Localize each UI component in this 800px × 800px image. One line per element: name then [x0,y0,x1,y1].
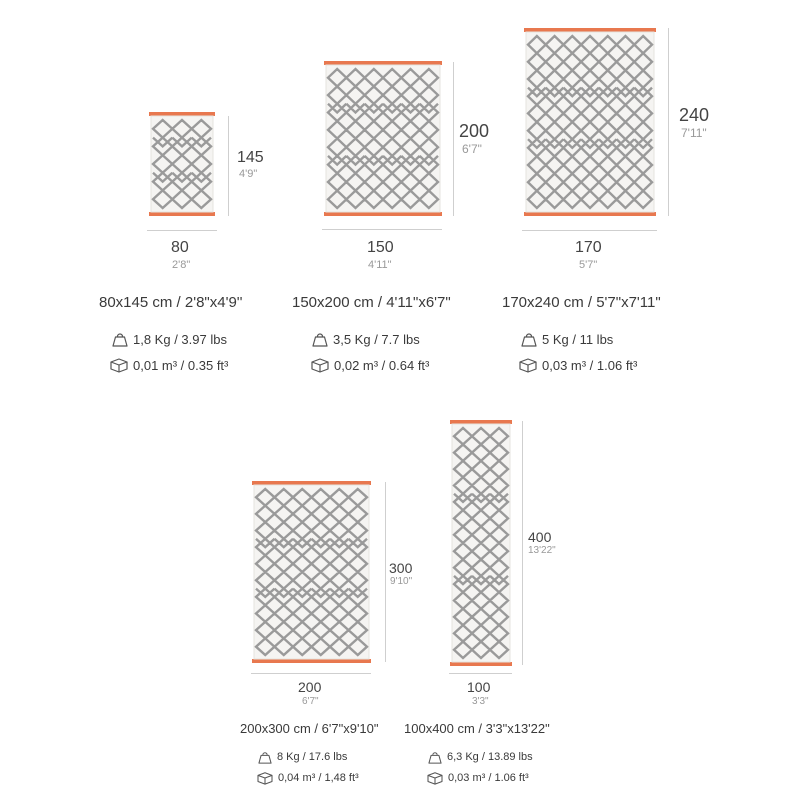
width-line [322,229,442,230]
weight-icon [312,332,328,347]
weight-value: 5 Kg / 11 lbs [542,332,614,347]
weight-row [258,751,347,764]
width-cm: 100 [467,679,491,695]
volume-box-icon [519,357,537,373]
volume-box-icon [427,771,443,785]
width-line [251,673,371,674]
height-in: 4'9" [239,168,258,180]
weight-icon [428,751,442,764]
height-in: 13'22" [528,545,556,556]
volume-value: 0,02 m³ / 0.64 ft³ [334,357,430,373]
weight-row [112,332,227,347]
weight-value: 3,5 Kg / 7.7 lbs [333,332,420,347]
width-cm: 170 [575,239,602,256]
height-cm: 240 [679,105,710,125]
width-in: 2'8" [172,259,191,271]
volume-row [257,771,359,785]
width-in: 5'7" [579,259,598,271]
rug-image-100x400 [450,420,512,666]
weight-icon [521,332,537,347]
width-cm: 80 [171,239,189,256]
height-in: 9'10" [390,576,413,587]
volume-box-icon [110,357,128,373]
height-line [668,28,669,216]
volume-value: 0,03 m³ / 1.06 ft³ [542,357,638,373]
width-cm: 200 [298,679,322,695]
width-in: 3'3" [472,696,489,707]
weight-value: 1,8 Kg / 3.97 lbs [133,332,227,347]
volume-value: 0,03 m³ / 1.06 ft³ [448,771,529,784]
volume-row [311,357,429,373]
size-label: 100x400 cm / 3'3"x13'22" [404,721,550,736]
weight-row [312,332,420,347]
weight-icon [112,332,128,347]
width-in: 4'11" [368,259,392,271]
rug-image-200x300 [252,481,371,663]
width-cm: 150 [367,239,394,256]
width-line [449,673,512,674]
height-cm: 145 [237,149,264,166]
size-label: 150x200 cm / 4'11"x6'7" [292,294,451,311]
size-label: 170x240 cm / 5'7"x7'11" [502,294,661,311]
weight-row [521,332,613,347]
volume-box-icon [311,357,329,373]
height-cm: 200 [459,121,490,141]
height-line [385,482,386,662]
height-in: 7'11" [681,126,707,140]
width-line [522,230,657,231]
weight-icon [258,751,272,764]
weight-row [428,751,533,764]
height-cm: 300 [389,560,413,576]
rug-image-150x200 [324,61,442,216]
weight-value: 6,3 Kg / 13.89 lbs [447,751,533,763]
height-in: 6'7" [462,142,482,156]
height-line [228,116,229,216]
volume-row [110,357,228,373]
height-line [453,62,454,216]
volume-value: 0,01 m³ / 0.35 ft³ [133,357,229,373]
volume-row [519,357,637,373]
volume-value: 0,04 m³ / 1,48 ft³ [278,771,359,784]
height-line [522,421,523,665]
volume-row [427,771,529,785]
volume-box-icon [257,771,273,785]
weight-value: 8 Kg / 17.6 lbs [277,751,348,763]
width-in: 6'7" [302,696,319,707]
size-label: 200x300 cm / 6'7"x9'10" [240,721,379,736]
rug-image-170x240 [524,28,656,216]
size-label: 80x145 cm / 2'8"x4'9'' [99,294,243,311]
height-cm: 400 [528,529,552,545]
rug-image-80x145 [149,112,215,216]
width-line [147,230,217,231]
